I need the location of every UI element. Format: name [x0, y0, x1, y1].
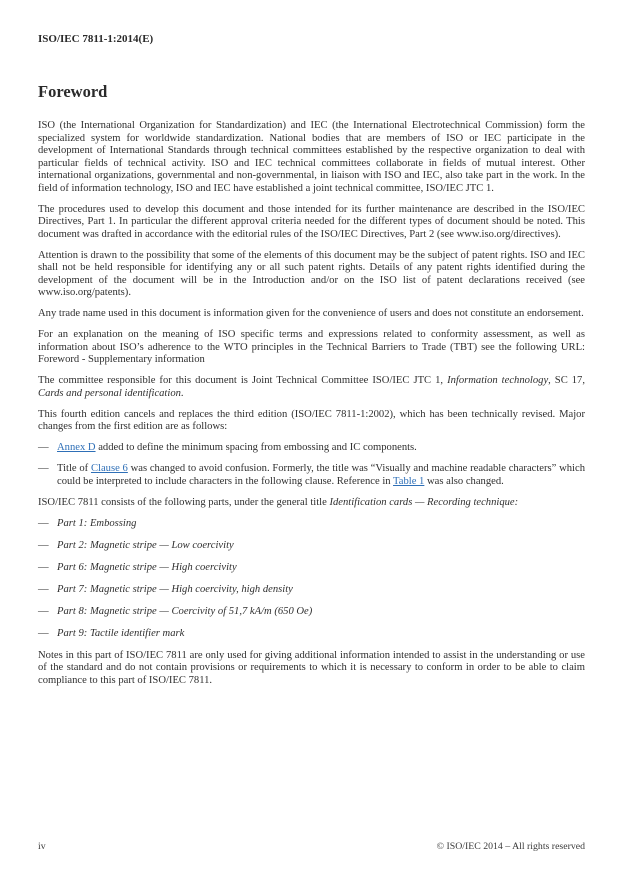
list-item-part-1: [38, 518, 585, 531]
subcommittee-name-cards: Cards and personal identification: [38, 387, 181, 399]
list-item-part-2: [38, 540, 585, 553]
paragraph-committee: [38, 375, 585, 400]
committee-name-information-technology: Information technology: [447, 375, 549, 386]
parts-list: [38, 518, 585, 641]
paragraph-procedures: The procedures used to develop this document and those intended for its further maintenance are described in the ISO/IEC Directives, Part 1. In particular the different approval criteria needed for the different types of document should be noted. This document was drafted in accordance with the editorial rules of the ISO/IEC Directives, Part 2 (see www.iso.org/directives).: [38, 203, 585, 240]
committee-text: , SC 17,: [548, 375, 585, 386]
part-title: Part 1: Embossing: [57, 517, 137, 529]
page-content: [38, 0, 585, 696]
dash-bullet: —: [38, 605, 49, 617]
dash-bullet: —: [38, 627, 49, 639]
list-item-change-clause-6: [38, 463, 585, 488]
part-title: Part 6: Magnetic stripe — High coercivity: [57, 561, 237, 573]
paragraph-patent-rights: Attention is drawn to the possibility that some of the elements of this document may be the subject of patent rights. ISO and IEC shall not be held responsible for identifying any or all such patent rights. Details of any patent rights identified during the development of the document will be in the Introduction and/or on the ISO list of patent declarations received (see www.iso.org/patents).: [38, 249, 585, 298]
change-clause-text: Title of: [57, 463, 91, 474]
page-number: iv: [38, 841, 46, 852]
major-changes-list: [38, 442, 585, 488]
dash-bullet: —: [38, 517, 49, 529]
paragraph-iso-iec-system: ISO (the International Organization for Standardization) and IEC (the International Electrotechnical Commission) form the specialized system for worldwide standardization. National bodies that are members of ISO or IEC participate in the development of International Standards through technical committees established by the respective organization to deal with particular fields of technical activity. ISO and IEC technical committees collaborate in fields of mutual interest. Other international organizations, governmental and non-governmental, in liaison with ISO and IEC, also take part in the work. In the field of information technology, ISO and IEC have established a joint technical committee, ISO/IEC JTC 1.: [38, 120, 585, 194]
list-item-part-9: [38, 628, 585, 641]
link-table-1[interactable]: Table 1: [393, 475, 425, 487]
dash-bullet: —: [38, 539, 49, 551]
link-clause-6[interactable]: Clause 6: [90, 463, 128, 474]
section-title-foreword: Foreword: [38, 82, 108, 101]
part-title: Part 2: Magnetic stripe — Low coercivity: [57, 539, 234, 551]
committee-text: .: [180, 387, 184, 399]
paragraph-notes: Notes in this part of ISO/IEC 7811 are only used for giving additional information intended to assist in the understanding or use of the standard and do not contain provisions or requirements to which it is necessary to conform in order to be able to claim compliance to this part of ISO/IEC 7811.: [38, 649, 585, 686]
consists-text: ISO/IEC 7811 consists of the following parts, under the general title: [38, 496, 330, 508]
paragraph-tbt-url: For an explanation on the meaning of ISO specific terms and expressions related to conformity assessment, as well as information about ISO’s adherence to the WTO principles in the Technical Barriers to Trade (TBT) see the following URL: Foreword - Supplementary information: [38, 329, 585, 365]
paragraph-consists: [38, 497, 585, 510]
dash-bullet: —: [38, 583, 49, 595]
document-reference: ISO/IEC 7811-1:2014(E): [38, 33, 154, 45]
part-title: Part 9: Tactile identifier mark: [57, 627, 185, 639]
list-item-part-6: [38, 562, 585, 575]
paragraph-edition: This fourth edition cancels and replaces the third edition (ISO/IEC 7811-1:2002), which has been technically revised. Major changes from the first edition are as follows:: [38, 408, 585, 432]
copyright-notice: © ISO/IEC 2014 – All rights reserved: [436, 841, 585, 852]
dash-bullet: —: [38, 561, 49, 573]
committee-text: The committee responsible for this document is Joint Technical Committee ISO/IEC JTC 1,: [38, 375, 448, 386]
change-clause-text: was also changed.: [424, 475, 504, 487]
list-item-change-annex-d: [38, 442, 585, 455]
part-title: Part 8: Magnetic stripe — Coercivity of 51,7 kA/m (650 Oe): [57, 605, 313, 617]
dash-bullet: —: [38, 463, 49, 474]
dash-bullet: —: [38, 442, 49, 453]
list-item-part-7: [38, 584, 585, 597]
paragraph-trade-name: Any trade name used in this document is information given for the convenience of users and does not constitute an endorsement.: [38, 308, 584, 319]
general-title-text: Identification cards — Recording technique:: [329, 496, 519, 508]
change-clause-text: was changed to avoid confusion. Formerly, the title was “Visually and machine readable characters” which could be interpreted to include characters in the following clause. Reference in: [57, 463, 585, 487]
link-annex-d[interactable]: Annex D: [57, 442, 96, 453]
change-annex-text: added to define the minimum spacing from embossing and IC components.: [95, 442, 417, 453]
list-item-part-8: [38, 606, 585, 619]
part-title: Part 7: Magnetic stripe — High coercivity, high density: [57, 583, 293, 595]
page-footer: [38, 841, 585, 852]
